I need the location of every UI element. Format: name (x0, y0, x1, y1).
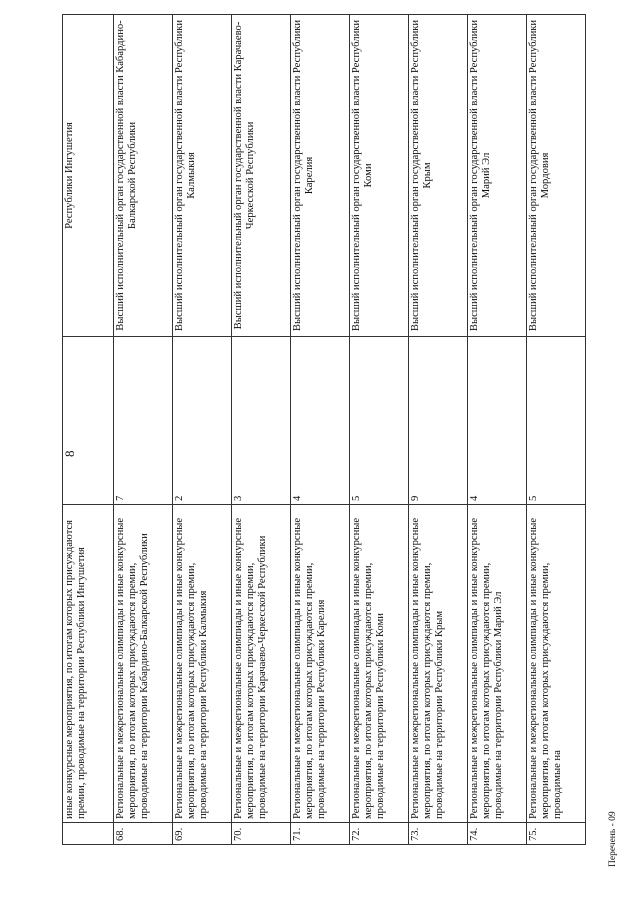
table-row (527, 15, 586, 845)
responsible-organ: Высший исполнительный орган государственной власти Республики Марий Эл (468, 15, 527, 337)
event-name: Региональные и межрегиональные олимпиады и иные конкурсные мероприятия, по итогам которых присуждаются премии, проводимые на территории Республики Калмыкия (173, 505, 232, 823)
responsible-organ: Высший исполнительный орган государственной власти Карачаево-Черкесской Республики (232, 15, 291, 337)
event-count: 5 (527, 337, 586, 505)
event-name: Региональные и межрегиональные олимпиады и иные конкурсные мероприятия, по итогам которых присуждаются премии, проводимые на территории Карачаево-Черкесской Республики (232, 505, 291, 823)
event-name: Региональные и межрегиональные олимпиады и иные конкурсные мероприятия, по итогам которых присуждаются премии, проводимые на территории Республики Коми (350, 505, 409, 823)
event-count: 5 (350, 337, 409, 505)
row-number: 70. (232, 823, 291, 845)
responsible-organ: Высший исполнительный орган государственной власти Республики Калмыкия (173, 15, 232, 337)
event-count: 4 (291, 337, 350, 505)
event-name: Региональные и межрегиональные олимпиады и иные конкурсные мероприятия, по итогам которых присуждаются премии, проводимые на территории Кабардино-Балкарской Республики (114, 505, 173, 823)
table-row (173, 15, 232, 845)
event-count: 2 (173, 337, 232, 505)
row-number: 75. (527, 823, 586, 845)
event-count: 3 (232, 337, 291, 505)
table-row (232, 15, 291, 845)
responsible-organ: Высший исполнительный орган государственной власти Кабардино-Балкарской Республики (114, 15, 173, 337)
row-number: 71. (291, 823, 350, 845)
responsible-organ: Высший исполнительный орган государственной власти Республики Коми (350, 15, 409, 337)
olympiad-list-table (62, 14, 586, 845)
table-row (114, 15, 173, 845)
responsible-organ: Высший исполнительный орган государственной власти Республики Карелия (291, 15, 350, 337)
event-name: Региональные и межрегиональные олимпиады и иные конкурсные мероприятия, по итогам которых присуждаются премии, проводимые на (527, 505, 586, 823)
event-name: Региональные и межрегиональные олимпиады и иные конкурсные мероприятия, по итогам которых присуждаются премии, проводимые на территории Республики Марий Эл (468, 505, 527, 823)
event-name: Региональные и межрегиональные олимпиады и иные конкурсные мероприятия, по итогам которых присуждаются премии, проводимые на территории Республики Карелия (291, 505, 350, 823)
table-row (350, 15, 409, 845)
row-number: 69. (173, 823, 232, 845)
row-number: 73. (409, 823, 468, 845)
responsible-organ: Республики Ингушетия (63, 15, 114, 337)
event-count: 7 (114, 337, 173, 505)
table-row (468, 15, 527, 845)
row-number: 74. (468, 823, 527, 845)
document-footer: Перечень - 09 (608, 811, 618, 867)
event-count: 4 (468, 337, 527, 505)
table-row (63, 15, 114, 845)
row-number (63, 823, 114, 845)
row-number: 68. (114, 823, 173, 845)
row-number: 72. (350, 823, 409, 845)
event-name: Региональные и межрегиональные олимпиады и иные конкурсные мероприятия, по итогам которых присуждаются премии, проводимые на территории Республики Крым (409, 505, 468, 823)
responsible-organ: Высший исполнительный орган государственной власти Республики Крым (409, 15, 468, 337)
table-row (409, 15, 468, 845)
event-count (63, 337, 114, 505)
event-count: 9 (409, 337, 468, 505)
table-row (291, 15, 350, 845)
responsible-organ: Высший исполнительный орган государственной власти Республики Мордовия (527, 15, 586, 337)
page-number: 8 (62, 450, 77, 457)
event-name: иные конкурсные мероприятия, по итогам которых присуждаются премии, проводимые на территории Республики Ингушетия (63, 505, 114, 823)
